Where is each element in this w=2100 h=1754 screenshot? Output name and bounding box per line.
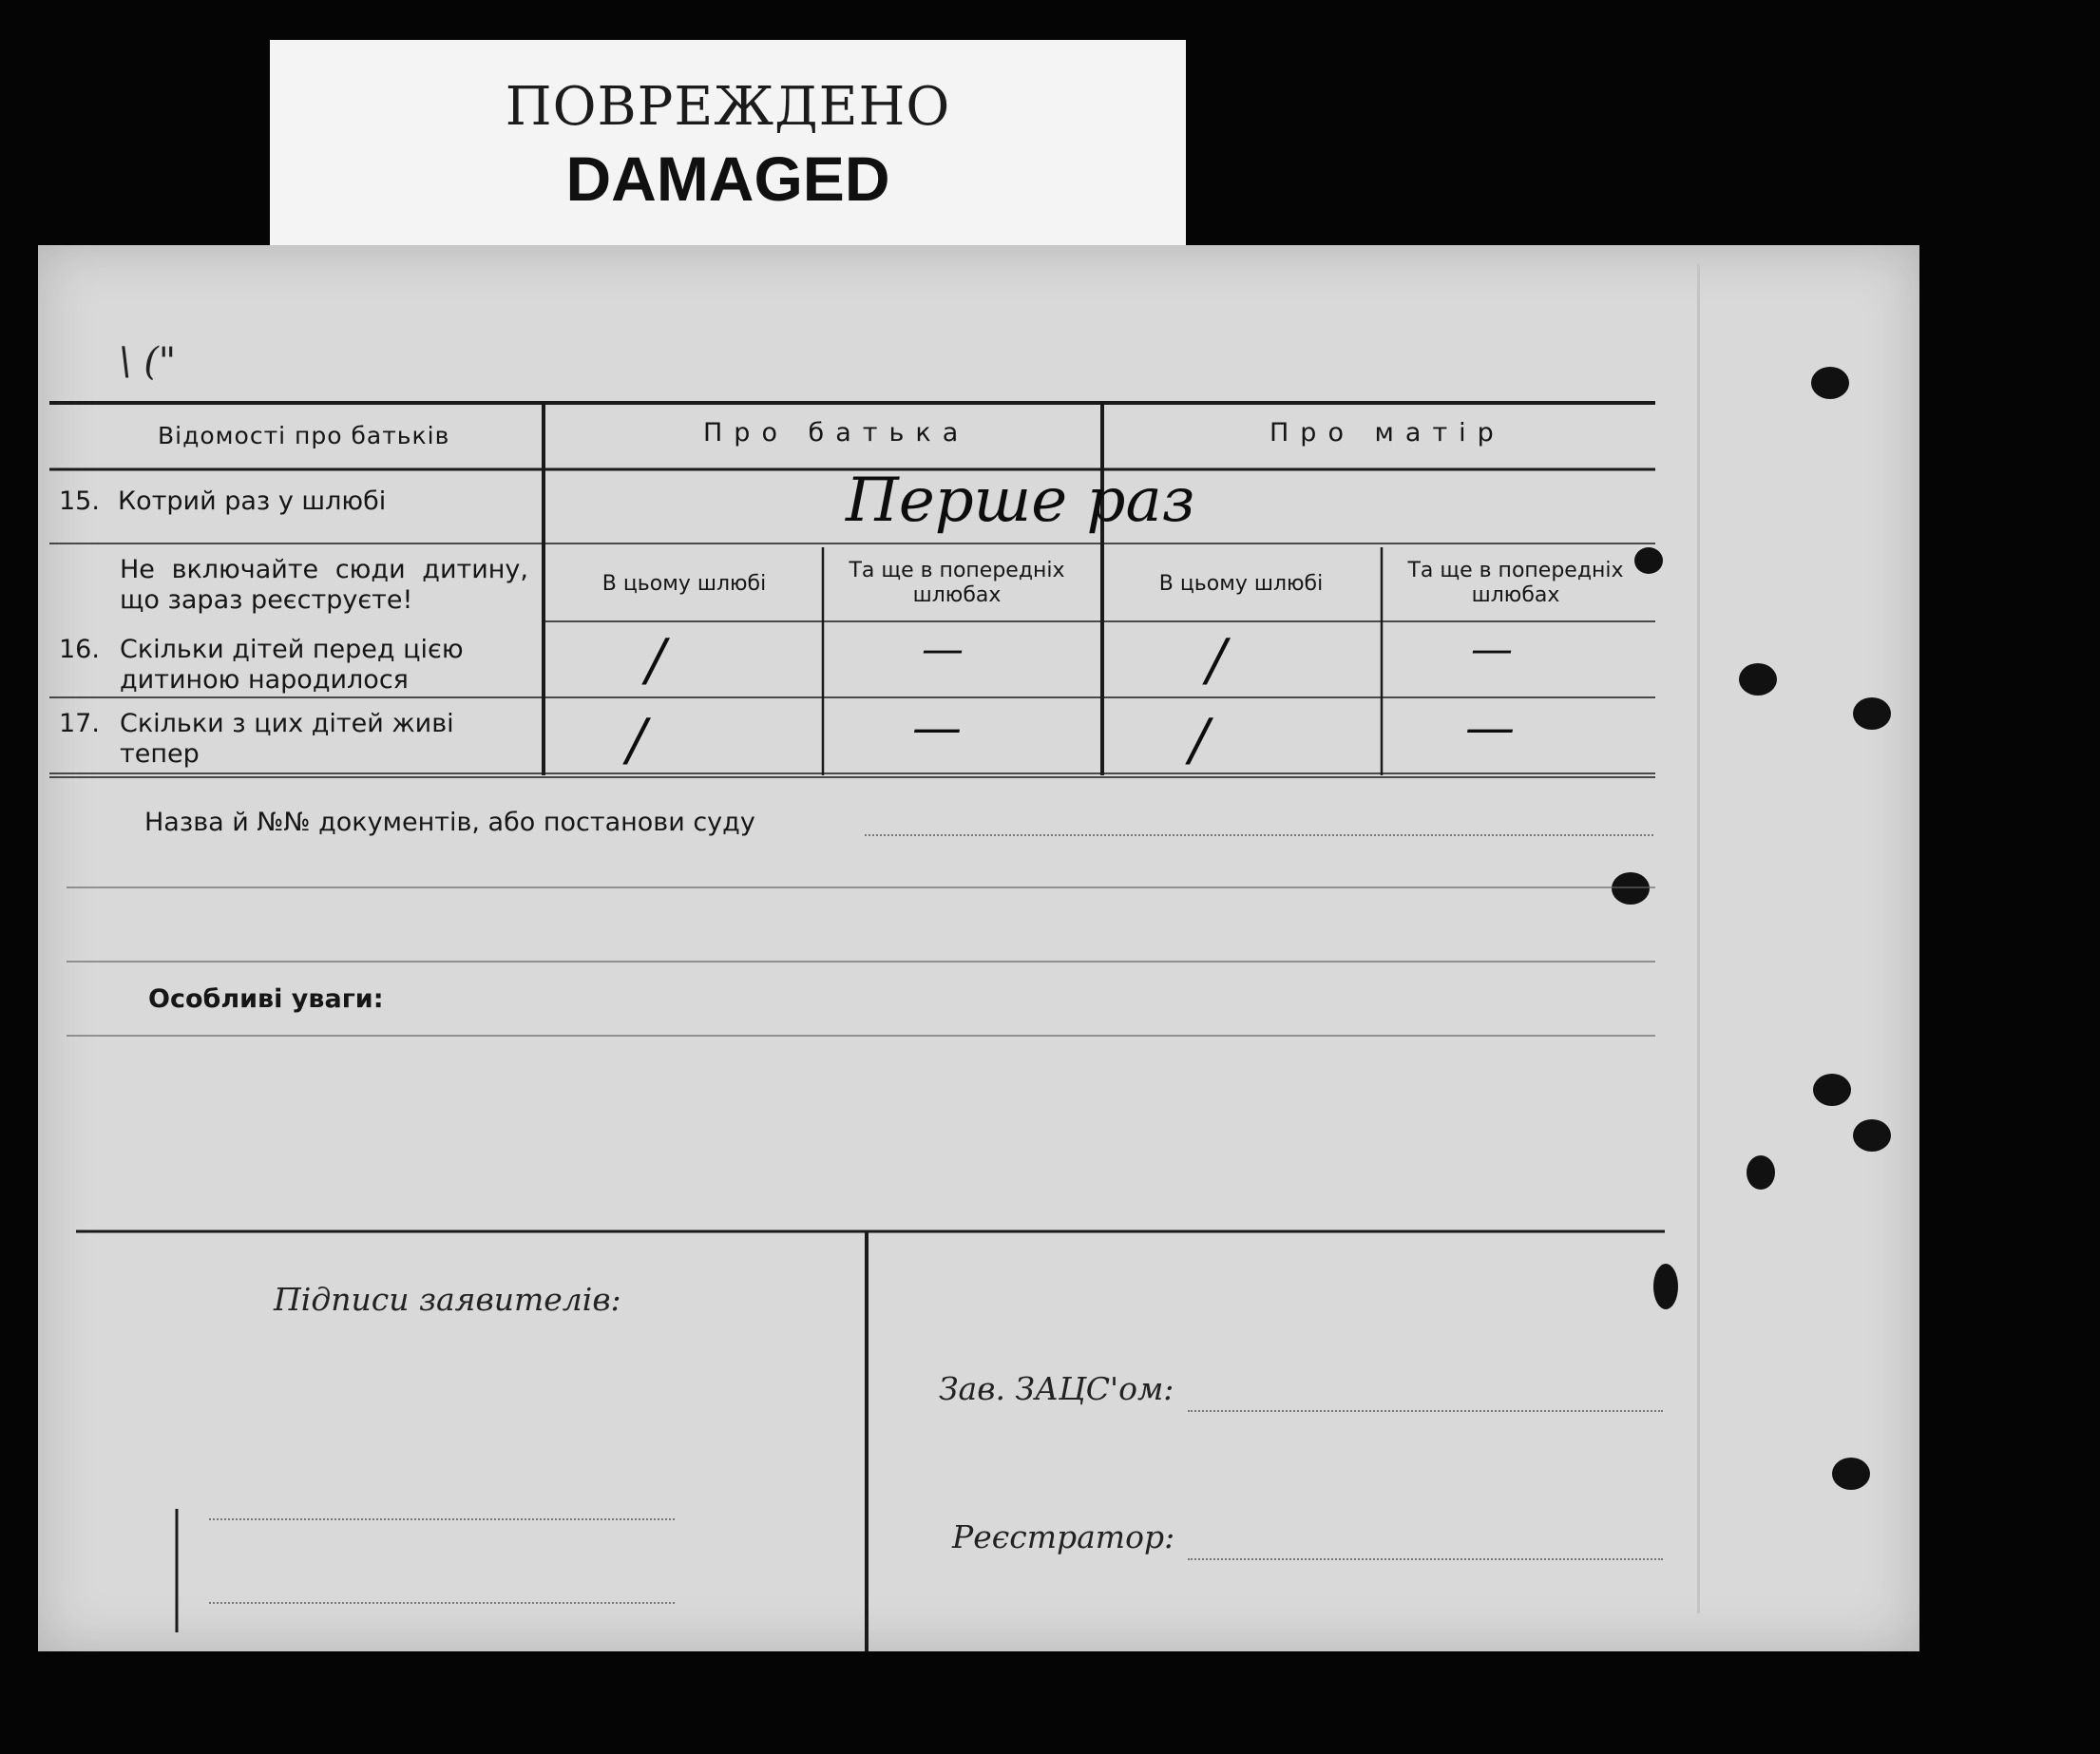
subhead-mother-this-marriage: В цьому шлюбі	[1158, 572, 1324, 596]
row16-mother-prev: —	[1471, 625, 1513, 674]
row16-number: 16.	[59, 635, 100, 664]
corner-mark: \ ("	[119, 340, 177, 384]
header-father: Про батька	[703, 418, 970, 448]
documents-line	[865, 834, 1653, 836]
row17-father-prev: —	[912, 699, 962, 756]
row17-mother-prev: —	[1465, 699, 1515, 756]
applicant-signature-line-2	[209, 1602, 675, 1604]
subhead-mother-previous: Та ще в попередніх шлюбах	[1407, 559, 1624, 607]
row15-label: Котрий раз у шлюбі	[118, 486, 387, 516]
head-signature-line	[1188, 1410, 1663, 1412]
head-signature-label: Зав. ЗАЦС'ом:	[939, 1370, 1174, 1407]
row17-number: 17.	[59, 709, 100, 738]
table-grid	[38, 245, 1919, 1651]
row17-father-this: /	[627, 707, 647, 773]
header-mother: Про матір	[1270, 418, 1505, 448]
damaged-label-en: DAMAGED	[565, 143, 890, 214]
applicant-signature-line-1	[209, 1518, 675, 1520]
header-parents-info: Відомості про батьків	[158, 422, 450, 449]
row16-mother-this: /	[1207, 627, 1227, 694]
registration-form-sheet	[38, 245, 1919, 1651]
row15-handwritten-value: Перше раз	[846, 466, 1195, 536]
exclusion-note: Не включайте сюди дитину, що зараз реєструєте!	[120, 555, 528, 615]
row17-label: Скільки з цих дітей живі тепер	[120, 709, 454, 769]
row16-father-prev: —	[922, 625, 964, 674]
damaged-label-ru: ПОВРЕЖДЕНО	[505, 76, 951, 138]
registrar-signature-line	[1188, 1558, 1663, 1560]
archive-damaged-label	[270, 40, 1186, 266]
applicants-signature-label: Підписи заявителів:	[274, 1281, 621, 1318]
row16-father-this: /	[646, 627, 666, 694]
subhead-father-this-marriage: В цьому шлюбі	[601, 572, 767, 596]
row15-number: 15.	[59, 486, 100, 516]
row17-mother-this: /	[1190, 707, 1210, 773]
remarks-label: Особливі уваги:	[148, 984, 384, 1014]
subhead-father-previous: Та ще в попередніх шлюбах	[849, 559, 1065, 607]
documents-label: Назва й №№ документів, або постанови суду	[144, 808, 755, 837]
registrar-signature-label: Реєстратор:	[952, 1518, 1175, 1555]
row16-label: Скільки дітей перед цією дитиною народилося	[120, 635, 464, 695]
